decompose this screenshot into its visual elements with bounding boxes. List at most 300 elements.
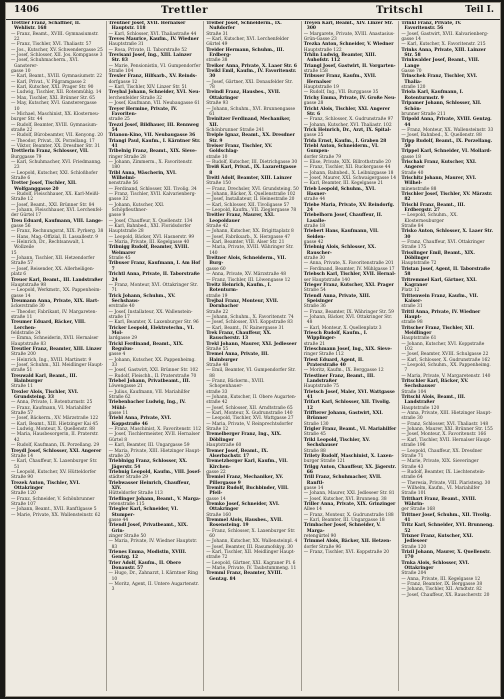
directory-entry: Hauptstraße 60 [206,443,242,449]
directory-entry: — Johann, Bäcker, XVI. Ottakringer Str. 48 [303,314,393,326]
directory-entry: Triller Anna, Private, XIX. Grinzinger [303,501,396,507]
directory-entry: — Josef, Kutscher, XVI. Brunneng. 38 [303,496,387,502]
directory-entry: — Maria, Private, V. Reinprechtsdorfer [206,421,293,427]
directory-entry: Straße 160 [206,512,231,518]
directory-entry: Löwengasse 21 [108,384,143,390]
directory-entry: gasse 32 [108,197,129,203]
directory-entry: — Josef, Schlosser, XII. Arndtstraße 65 [206,405,293,411]
directory-entry: Straße 120 [11,491,36,497]
directory-entry: Trida Ernst, Kaufm., I. Graben 28 [303,138,387,144]
directory-entry: — Rudolf, Kaufmann, IX. Porzellang. 29 [11,443,100,449]
directory-entry: — Josef, Reisender, XX. Allerheiligen- [11,266,95,272]
directory-entry: — Karl, Monteur, X. Quellenplatz 3 [303,325,382,331]
directory-entry: Triebnig Alois, Schlosser, XX. Rauscher- [303,245,376,256]
directory-entry: — Theodor, Privat., IX. Porzellang. 17 [11,138,95,144]
directory-entry: Trieger Franz, Kutscher, XXI. Prager [303,282,394,288]
directory-entry: Tripold Anna, Private, XVIII. Gentzg. 44 [401,117,492,128]
directory-entry: — Johann, Kutscher, XXI. Schöpfleuthner- [108,202,165,214]
directory-entry: Treu Eduard, Kaufmann, VIII. Lange- [11,218,103,224]
directory-entry: straße 21 [303,341,326,347]
directory-entry: gasse 44 [108,517,129,523]
directory-entry: — Karl, Monteur, X. Gudrunstraße 140 [206,411,293,417]
directory-entry: Treikl Emil, Kaufm., IV. Favoritenstr. 30 [206,69,297,80]
column-4 [303,21,400,691]
directory-entry: Trexler Alois, Tischler, XVI. Grundsteing. 33 [11,389,79,401]
directory-entry: Tritthart Franz, Beamt., XVIII. Währin- [401,496,477,507]
directory-entry: Tripp Rudolf, Beamt., IX. Porzellang. 50 [401,138,493,149]
directory-entry: lardgasse 29 [108,336,138,342]
directory-entry: — Margarete, Private, XVIII. Anastasius- [303,31,395,37]
directory-entry: Treitl Adolf, Beamter, XIII. Lainzer [206,175,292,181]
directory-entry: — May, Kutscher, XVI. Gansterergasse 10 [11,101,97,112]
directory-entry: Straße 45 [108,256,131,262]
directory-entry: Treiple Ignaz, Beamt., XX. Dresdner Str. 9 [206,133,295,144]
directory-entry: gasse 14 [11,293,31,299]
directory-entry: — Franz, Monteur, XX. Wallensteinstr. 33 [401,127,494,133]
directory-entry: Straße 12 [206,427,229,433]
directory-entry: 15 [11,250,17,256]
directory-entry: Tremmel Alois, Hausbes., XVII. Rosensteing. 19 [206,517,283,529]
directory-entry: Tretter Josef, Tischler, XII. Wolfganggasse 20 [11,181,77,192]
directory-entry: Trickl Ferdinand, Beamt., XIX. Regulus- [108,341,184,352]
directory-entry: Hauptstraße 28 [108,229,144,235]
directory-entry: — Karl, Beamter, VIII. Alser Str. 21 [206,240,285,246]
directory-entry: Trigler Franz, Beamt., VI. Mariahilfer [303,427,397,433]
directory-entry: Tritscher Franz, Tischler, XII. Meidlinger [401,325,475,336]
directory-entry: — Franz, Beamter, IX. Währinger Str. 59 [303,309,394,315]
directory-entry: — Leopold, Kutscher, XXI. Schloßhofer [11,170,98,176]
directory-entry: Tritschl Alois, Beamt., III. Landstraßer [401,395,466,406]
directory-entry: — Anna, Private, XIII. Hietzinger Haupt- [401,411,492,417]
directory-entry: gasse 14 [206,496,226,502]
directory-entry: — Johann, Fleischhauer, XVI. Lerchenfel- [11,208,103,214]
directory-entry: städter Straße 29 [108,475,148,481]
directory-entry: — Josef, Chauffeur, X. Quellenstr. 134 [108,218,193,224]
directory-entry: Trischl Franz, Beamt., III. Erdbergstr. 27 [401,202,466,214]
directory-entry: — Franz, Rechnungsrat, XIX. Pyrkerg. 38 [11,229,104,235]
directory-entry: — Karl, Tischler, XVII. Hernalser Haupt- [401,437,492,443]
directory-entry: Hauptstraße 75 [303,384,339,390]
directory-entry: Treiser Franz, Tischler, XV. Goldschlag- [206,143,273,155]
directory-entry: — Johann, Tischler, XII. Hetzendorfer [11,256,95,262]
directory-entry: Triangi Paul, Kaufm., I. Kärntner Str. 41 [108,138,201,149]
directory-entry: — Anna, Private, X. Favoritenstraße 201 [303,261,394,267]
directory-entry: Tremml Franz, Beamter, XVIII. Gentzg. 84 [206,571,283,582]
directory-entry: Gürtel 49 [206,42,228,48]
directory-entry: Straße 31 [206,31,229,37]
directory-entry: — Rudolf, Fleischhauer, XX. Karl-Meißl- [11,192,100,197]
directory-entry: — Theresia, Private, VIII. Piaristeng. 30 [401,480,491,486]
directory-entry: Tremel Anna, Private, III. Hainburger [206,352,269,363]
directory-entry: — Franz, Monteur, XVI. Ottakringer Str. 71 [108,282,198,294]
directory-entry: — Franz, Schlosser, X. Laxenburger Str. 60 [206,528,296,539]
last-entry-word: Tritschl [376,5,424,16]
directory-entry: Trhlin Ludwig, Beamter, XIII. Auhofstr. 112 [303,53,377,64]
directory-entry: Triesch Rudolf, Kaufm., I. Wipplinger- [303,330,368,342]
directory-entry: — Marie, Private, XIX. Sieveringer [401,459,479,465]
directory-entry: Treiber Josef, Schneiderm., IX. Nußdorfer [206,21,282,32]
directory-entry: Trexler Franz, Hilfsarb., XV. Reinds- [108,74,197,80]
directory-entry: Triebert Hans, Kaufmann, VII. Seiden- [303,229,379,240]
directory-entry: Gürtel 8 [108,437,127,443]
directory-entry: Triendl Josef, Privatbeamt., XIX. Grin- [108,523,188,534]
directory-entry: — Josef, Schuhm., XII. Meidlinger Haupt- [11,363,104,368]
directory-entry: — Leopold, Tischler, XVI. Wattgasse 27 [206,416,294,422]
directory-entry: Triebel Johann, Privatbeamt., III. [108,379,191,385]
directory-entry: — Maria, Private, III. Kegelgasse 40 [108,240,190,246]
directory-entry: Straße 90 [11,475,34,481]
directory-entry: Treumann Anna, Private, XIX. Hart- [11,298,99,304]
directory-entry: Trnka Alois, Schlosser, XVI. Ottakringer [401,560,470,572]
directory-entry: — Johann, Zimmerm., X. Favoritenstr. 180 [108,159,193,171]
directory-entry: — Josef, Bahnbed., X. Quellenstr. 88 [401,133,482,139]
directory-entry: — Johann, Bäcker, X. Quellenstraße 102 [206,192,296,197]
directory-entry: — Franz, Tischler, XVI. Koppstraße 20 [303,550,390,556]
directory-entry: straße 10 [206,154,228,160]
directory-entry: — Leopold, Schuhm., XX. Pappenheimg. 7 [401,363,491,374]
directory-entry: Straße 55 [206,346,229,352]
directory-entry: Hauptstraße 31 [108,42,144,48]
directory-entry: dorfgasse 12 [108,79,138,85]
directory-entry: Gasse 70 [401,69,422,75]
directory-entry: Triangl Josef, Gastwirt, II. Vorgarten- [303,63,396,69]
directory-entry: straße 64 [401,475,423,481]
directory-entry: Triebsch Karl, Tischler, XVII. Hernal- [303,272,396,278]
directory-entry: Burggasse 79 [11,154,42,160]
directory-entry: — Franz, Schlosser, X. Gudrunstraße 97 [303,117,394,123]
directory-entry: Treitner Alois, Schneiderm., VII. Burg- [206,256,287,267]
directory-entry: gasse 10 [11,69,31,75]
directory-entry: Triebelhorn Josef, Chauffeur, II. Lasalle- [303,213,383,224]
directory-entry: gasse 28 [303,101,324,107]
directory-entry: Tricht Alois, Tischler, XXI. Angerer Str. 6 [303,106,390,117]
directory-entry: Tremelberger Franz, Ing., XIX. Döblinger [206,432,282,443]
first-entry-word: Trettler [161,5,209,16]
directory-entry: straße 30 [401,416,423,422]
directory-entry: Triffterer Johann, Gastwirt, XXI. Brünner [303,411,383,422]
directory-entry: — Viktor, Beamter, XX. Dresdner Str. 31 [11,143,101,149]
directory-entry: gasse 56 [11,224,31,230]
directory-entry: — Josef, Maurer, XXI. Schwaigergasse 14 [303,175,397,181]
directory-entry: Trittenwein Franz, Kaufm., VII. Kaiser- [401,293,479,304]
directory-entry: — Johann, Maurer, XXI. Jedleseer Str. 81 [303,491,395,497]
directory-entry: Trezzi Josef, Bildhauer, III. Rennweg 54 [108,122,199,133]
directory-entry: Trifart Karl, Schlosser, XII. Tivolig. 12 [303,400,391,411]
directory-entry: Trischak Franz, Kutscher, XXI. Angerer [401,159,477,171]
directory-entry: Straße 104 [108,69,134,75]
directory-entry: retengürtel 90 [303,534,337,539]
directory-entry: — Franz, Tischler, XVII. Kalvarienberg- [108,192,197,197]
directory-entry: Straße 150 [206,181,231,187]
directory-entry: straße 19 [206,293,228,299]
directory-entry: straße 42 [206,400,228,406]
directory-entry: — Franz, Drechsler, XVI. Grundsteing. 50 [206,186,299,192]
directory-entry: straße 31 [401,304,423,310]
directory-entry: Trettlerin Franz, Schlosser, VII. [11,149,89,155]
directory-entry: Straße 107 [11,501,36,507]
directory-entry: — Max, Tischler, XXI. Brünner Str. 65 [11,95,95,101]
directory-entry: — Johann, Tischler, XII. Arndtstr. 82 [401,587,482,593]
directory-entry: Hauptstraße 120 [401,405,440,411]
directory-entry: — Franz, Chauffeur, XVI. Ottakringer [401,240,485,246]
directory-entry: — Johann, Kutscher, XX. Pappenheimg. 33 [108,357,196,368]
directory-entry: — Karl, Beamter, III. Ungargasse 18 [303,517,385,523]
directory-entry: Straße 42 [206,224,229,230]
directory-entry: — Ludwig, Monteur, X. Quellenstr. 88 [11,427,95,433]
directory-entry: — Marie, Private, IV. Taubstummeng. 11 [206,566,297,572]
directory-entry: Straße 120 [401,544,427,550]
directory-entry: — Ferdinand, Schlosser, XII. Tivolig. 34 [108,186,197,192]
directory-entry: gasse 18 [401,154,421,160]
directory-entry: Treydl Josef, Schlosser, XXI. Angerer [11,448,102,454]
directory-entry: — Josef, Beamt., XXI. Brünner Str. 84 [11,202,95,208]
directory-entry: Treinitzer Ferdinand, Mechaniker, XII. [206,117,291,128]
directory-entry: — Johann, Beamt., XVII. Ranftlgasse 5 [11,507,97,513]
directory-entry: gasse 11 [108,411,129,417]
directory-entry: — Franz, Schneider, V. Schönbrunner [11,496,95,502]
directory-entry: gasse 14 [303,485,324,491]
directory-entry: — Rudolf, Beamter, IX. Liechtenstein- [401,469,486,475]
directory-entry: Trippel Karl, Schneider, VI. Mollard- [401,149,492,155]
directory-entry: — Franz, Maschinist, X. Favoritenstr. 112 [108,427,202,433]
directory-entry: — Leopold, Bäcker, XVI. Hasnerstr. 99 [108,234,195,240]
directory-entry: straße 25 [108,117,130,123]
directory-entry: Treiß Karl, Privat., IX. Lazarettgasse 8 [206,165,297,176]
directory-entry: — Jos., Kutscher, XV. Schwendergasse 25 [11,47,103,53]
directory-entry: Hauptstraße 83 [11,341,47,347]
directory-entry: Tremko Josef, Schneider, XVI. Ottakringer [206,501,280,513]
directory-entry: — Anna, Private, III. Kegelgasse 12 [401,576,481,582]
directory-entry: dorfer Straße 79 [303,154,342,160]
directory-entry: Straße 71 [401,453,424,459]
directory-entry: — Josef, Tischlermeister, XVII. Hernalser [108,432,200,438]
directory-entry: Trizil Johann, Maurer, X. Quellenstr. 170 [401,550,491,561]
directory-entry: Straße 88 [303,448,326,454]
directory-entry: straße 158 [303,69,328,75]
directory-entry: dorfer Straße 96 [303,544,342,550]
directory-entry: gasse 4 [108,352,126,358]
directory-entry: Straße 48 [206,363,229,368]
directory-entry: straße 98 [401,320,423,326]
directory-entry: — Karl, Beamt., XVIII. Gymnasiumstr. 22 [11,74,103,80]
directory-entry: — Emil, Beamter, VI. Gumpendorfer Str. 88 [206,368,296,379]
directory-entry: — Julius, Kaufmann, VII. Mariahilfer [108,389,190,395]
directory-entry: Trichtl Anna, Private, II. Taborstraße 24 [108,272,200,283]
directory-entry: Trisko Anton, Schlosser, X. Laaer Str. 30 [401,229,494,240]
directory-entry: — Karl, Tischler, XII. Meidlinger Haupt- [206,550,296,556]
directory-entry: — Josef, Fabriksarb., X. Herzgasse 47 [206,234,291,240]
directory-entry: — Josef, Schlosser, XVI. Koppstraße 83 [206,320,293,326]
directory-entry: Trick Heinrich, Dr., Arzt, IX. Spital- [303,127,392,133]
directory-entry: straße 11 [11,314,33,320]
directory-entry: Trittner Josef, Schuhm., XII. Tivolig. 41 [401,512,491,523]
directory-entry: Tripamer Johann, Schlosser, XII. Schön- [401,101,482,112]
directory-entry: — Maria, Hausbesorgerin, II. Praterstr. 42 [11,432,99,443]
directory-entry: Trevisani Josef, Ing., XIII. Lainzer Str. 83 [108,53,192,64]
directory-entry: gasse 42 [303,240,324,246]
directory-entry: — Franz, Tischler, III. Löwengasse 12 [206,277,291,283]
directory-entry: — Franz, Beamt., XVIII. Gymnasiumstr. 22 [11,31,99,43]
directory-entry: Hauptstraße 61 [401,336,437,342]
directory-entry: Trischler Josef, Tischler, XV. Märzstr. 82 [401,192,493,203]
directory-entry: feldstraße 24 [11,330,41,336]
directory-entry: Trieb Leopold, Schuhm., XVI. Hasner- [303,186,376,197]
directory-entry: gasse 22 [206,469,226,475]
directory-entry: Triest Eduard, Agent, II. Praterstraße 40 [303,357,364,368]
directory-entry: Tremer Josef, Beamt., IX. Alserbachstr. 17 [206,448,269,459]
directory-entry: Tribuser Franz, Kaufmann, I. Am Hof 7 [108,261,201,272]
directory-entry: — Leopold, Schuhm., XX. Klosterneuburger [401,213,458,224]
directory-entry: Platz 12 [401,288,420,294]
directory-entry: Treuwald Karl, Beamt., III. Hainburger [11,373,78,385]
part-label: Teil I. [465,5,494,15]
directory-entry: straße 196 [401,443,426,449]
directory-entry: Triebwasser Heinrich, Chauffeur, XIV. [108,480,191,491]
page-number: 1406 [14,5,40,15]
directory-entry: — Karl, Beamt., XIII. Hietzinger Kai 45 [11,421,98,427]
directory-entry: Treutner Josef, XVII. Hernalser Hauptstr. 118 [108,21,186,32]
directory-entry: — Moritz, Kaufm., IX. Berggasse 12 [303,368,384,374]
directory-entry: Straße 36 [303,304,326,310]
directory-entry: — Franz, Tischler, XII. Ruckergasse 44 [303,165,391,171]
directory-entry: gasse 9 [108,213,126,219]
directory-entry: Treuer Karl, Beamt., III. Landstraßer [11,277,103,283]
directory-entry: Straße 57 [11,261,34,267]
directory-entry: Treitz Heinrich, Kaufm., I. Rotenturm- [206,282,272,294]
directory-entry: Trettler Franz, Schaffner, II. Wehlistr. 168 [11,21,81,32]
directory-entry: ringer Straße 28 [108,154,146,160]
directory-entry: Treutler Franz, Beamter, XIII. Linzer [11,346,102,352]
directory-entry: — Ferdinand, Beamter, IV. Mühlgasse 17 [303,266,395,272]
directory-entry: Straße 130 [303,421,329,427]
directory-entry: retenstraße 115 [108,501,145,507]
column-2 [108,21,205,691]
directory-entry: — Josef, Gastwirt, XVII. Kalvarienberg- [401,31,489,37]
directory-entry: brunner Straße 211 [401,111,446,117]
directory-entry: — Franz, Kaufmann, VI. Mariahilfer [11,405,91,411]
directory-entry: Trianon-Kino, VII. Neubaugasse 36 [108,133,196,139]
directory-entry: — Hugo, Dr., Zahnarzt, I. Kärntner Ring 10 [108,571,198,582]
directory-entry: straße 44 [303,197,326,203]
directory-entry: Trienes Emma, Modistin, XVIII. Gentzg. 12 [108,550,187,561]
directory-entry: — Emma, Schneiderin, XVII. Hernalser [11,336,99,342]
directory-entry: Straße 45 [303,432,326,438]
directory-entry: — Karl, Beamt., IV. Rainergasse 31 [206,325,285,331]
directory-entry: straße 38 [206,58,228,64]
directory-entry: Treyer Hermine, Private, IV. Favoriten- [108,106,178,117]
directory-entry: Straße 6 [11,175,31,181]
directory-entry: Tribl Anna, Wäscherin, XVI. Wilhelmi- [108,170,177,181]
directory-entry: — Josef, Gärtner, XXI. Donaufelder Str. 78 [206,79,293,91]
directory-entry: Hütteldorfer Straße 113 [108,491,163,497]
directory-entry: — Josef, Beamter, XVIII. Schulgasse 22 [401,352,489,358]
directory-entry: — Rudolf, Beamter, XVIII. Gymnasium- [11,122,98,128]
directory-entry: — Karl, Schlosser, XII. Tivoligasse 57 [206,202,290,208]
directory-entry: lerchenfelder Straße 32 [108,95,162,101]
directory-entry: Trieblnigg Franz, Schlosser, XX. Jägerstr. 54 [108,459,188,470]
directory-entry: — Rosa, Private, II. Taborstraße 52 [108,47,187,53]
directory-entry: zinger Straße 50 [108,534,147,539]
directory-entry: Triendl Anna, Private, XIII. Speisinger [303,293,371,304]
directory-entry: erstraße 40 [108,304,135,310]
directory-entry: Trier Adolf, Kaufm., II. Obere Donaustr. 57 [108,560,182,572]
directory-entry: — Maria, Private, XIII. Hietzinger Haupt- [108,448,201,454]
directory-entry: äckerstraße 30 [11,304,45,310]
directory-entry: — Josef, Schuhmacherm., XVI. Gansterer- [11,58,79,69]
directory-entry: Trinkwalder Josef, Beamt., VIII. Lange [401,58,480,69]
directory-entry: — Elise, Private, XIX. Billrothstraße 20 [303,159,391,165]
directory-entry: Trill Franz, Schuhmacher, XVII. Ranftl- [303,475,382,486]
directory-entry: Triegler Karl, Schneider, VI. Stumper- [108,507,178,518]
directory-entry: Straße 62 [108,395,131,401]
directory-entry: Straße 175 [401,245,427,251]
directory-entry: ringer Straße 112 [303,352,344,358]
directory-entry: Trilety Rudolf, Maschinist, X. Laxen- [303,453,394,459]
directory-entry: — Karl, Kutscher, XVI. Lerchenfelder [206,37,289,43]
directory-entry: Schönbrunner Straße 241 [206,127,265,133]
directory-entry: — Karl, Kutscher, XXI. Prager Str. 90 [11,85,94,91]
directory-entry: Tremetzberger Karl, Kaufm., VII. Kirchen- [206,459,288,470]
directory-entry: Tritremmel Karl, Gärtner, XXI. Kagraner [401,277,477,288]
directory-entry: Allee 14 [303,507,322,513]
directory-entry: Triola Karl, Kaufmann, I. Rotenturmstr. 9 [401,90,464,101]
directory-entry: straße 120 [401,85,426,91]
directory-entry: — Ludwig, Tischler, XII. Rotenmühlg. 14 [11,90,102,96]
directory-entry: Straße 14 [11,453,34,459]
directory-entry: — Karl, Bahnbed., XXI. Floridsdorfer [108,224,191,230]
directory-entry: straße 30 [303,256,326,262]
directory-entry: — Josef, Installateur, XX. Wallenstein- [108,309,193,315]
directory-entry: — Johann, Kutscher, XX. Brigittaplatz 8 [206,229,294,235]
directory-entry: Triebl Anna, Private, XVI. Koppstraße 46 [108,416,172,427]
directory-entry: — Hans, Mag.-Offizial, II. Lassallestr. 9 [11,234,99,240]
column-3 [205,21,302,691]
directory-entry: — Karl, Schlosser, XVI. Thaliastraße 44 [108,31,197,37]
directory-entry: — Anna, Private, XV. Märzstraße 48 [206,272,287,278]
directory-entry: Trick Johann, Schuhm., XV. Sechshaus- [108,293,176,304]
directory-entry: der Gürtel 17 [11,213,42,219]
directory-entry: — Maria, Private, XVIII. Währinger Str. 140 [206,245,294,256]
directory-entry: straße 22 [11,127,33,133]
directory-entry: — Josef, Installateur, II. Heinestraße 20 [206,197,295,203]
directory-entry: Tritz Karl, Schneider, XVI. Brunneng. 52 [401,523,494,534]
directory-entry: minenstraße 88 [401,186,437,192]
directory-entry: — Johann, Bahnbed., X. Leibnizgasse 18 [303,170,394,176]
directory-entry: — Rudolf, Bürobeamter, VII. Kenyong. 20 [11,133,103,139]
column-1 [10,21,107,691]
directory-entry: — Josef, Beamter, III. Rasumofskyg. 30 [206,544,293,550]
directory-entry: Trek Franz, Chauffeur, XX. Rauscherstr. 13 [206,330,272,342]
directory-entry: Trinschek Franz, Tischler, XVI. Thalia- [401,74,478,85]
directory-entry: Treyen Karl, Beamt., XIV. Linzer Str. 300 [303,21,394,32]
directory-entry: Trichy Emma, Private, IV. Große Neu- [303,95,396,101]
directory-entry: — Johann, Kutscher, XVI. Koppstraße 102 [401,341,485,352]
directory-entry: straße 20 [108,453,130,459]
directory-entry: — Karl, Chauffeur, X. Laxenburger Str. 51 [11,459,98,470]
directory-entry: — Karl, Privat., V. Pilgramgasse 2 [11,79,86,85]
directory-entry: Straße 84 [401,224,424,230]
page-header [6,3,500,20]
directory-entry: — Josef, Kaufmann, VII. Neubaugasse 61 [108,101,200,107]
directory-entry: — Johann, Schuhm., XVI. Brunnengasse 61 [206,106,296,117]
directory-entry: Grün-Gasse 23 [303,37,337,43]
directory-entry: straße 33 [206,389,228,395]
directory-entry: Tremiel Franz, Mechaniker, XV. Pillergasse 9 [206,475,284,486]
directory-entry: — Leopold, Werkmstr., XX. Pappenheim- [11,288,101,294]
directory-entry: — Marie, Private, XX. Wallensteinstr. 62 [11,512,101,518]
directory-entry: Tribnigg Rudolf, Beamter, XVIII. Weimarer [108,245,189,256]
directory-entry: Straße 54 [303,288,326,294]
